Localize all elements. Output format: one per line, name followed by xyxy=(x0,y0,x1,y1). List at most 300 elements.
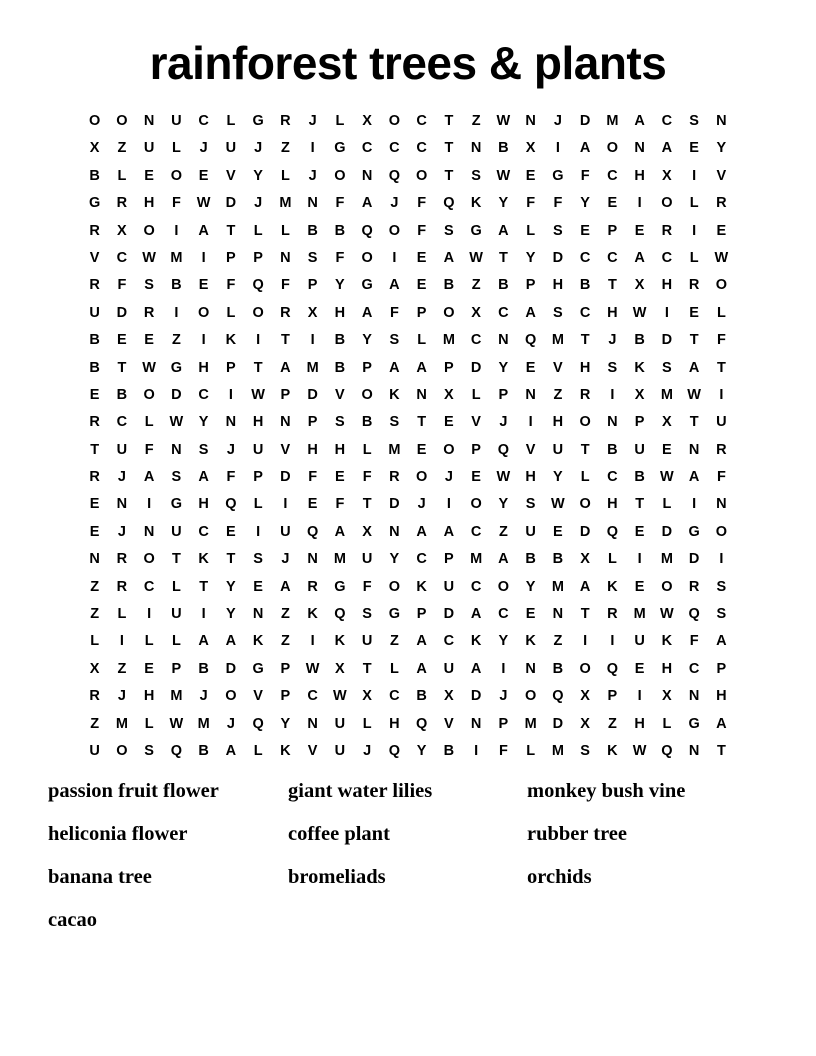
letter-cell[interactable]: A xyxy=(225,742,237,759)
letter-cell[interactable]: J xyxy=(254,140,263,157)
letter-cell[interactable]: B xyxy=(116,386,128,403)
letter-cell[interactable]: P xyxy=(498,386,509,403)
letter-cell[interactable]: H xyxy=(552,414,564,431)
letter-cell[interactable]: O xyxy=(334,167,346,184)
letter-cell[interactable]: B xyxy=(198,742,209,759)
letter-cell[interactable]: E xyxy=(634,660,645,677)
letter-cell[interactable]: L xyxy=(253,222,263,239)
letter-cell[interactable]: G xyxy=(88,195,101,212)
letter-cell[interactable]: H xyxy=(607,496,618,513)
letter-cell[interactable]: U xyxy=(716,414,727,431)
word-list-item[interactable]: cacao xyxy=(48,909,97,931)
letter-cell[interactable]: U xyxy=(171,113,182,129)
letter-cell[interactable]: Y xyxy=(280,715,291,732)
letter-cell[interactable]: Y xyxy=(226,606,236,623)
letter-cell[interactable]: O xyxy=(388,222,401,239)
word-list-item[interactable]: passion fruit flower xyxy=(48,780,219,802)
letter-cell[interactable]: N xyxy=(716,113,727,129)
word-list-item[interactable]: rubber tree xyxy=(527,823,628,845)
letter-cell[interactable]: F xyxy=(335,195,345,212)
letter-cell[interactable]: G xyxy=(388,606,401,623)
letter-cell[interactable]: F xyxy=(335,496,345,513)
letter-cell[interactable]: X xyxy=(662,688,672,705)
letter-cell[interactable]: A xyxy=(361,195,373,212)
letter-cell[interactable]: U xyxy=(89,304,100,321)
letter-cell[interactable]: E xyxy=(416,277,427,294)
letter-cell[interactable]: E xyxy=(444,414,454,431)
letter-cell[interactable]: U xyxy=(361,551,373,568)
letter-cell[interactable]: L xyxy=(362,715,372,732)
letter-cell[interactable]: A xyxy=(198,633,209,650)
letter-cell[interactable]: U xyxy=(634,441,645,458)
letter-cell[interactable]: L xyxy=(689,195,699,212)
word-list-item[interactable]: bromeliads xyxy=(288,866,386,888)
letter-cell[interactable]: S xyxy=(525,496,536,513)
letter-cell[interactable]: E xyxy=(89,523,100,540)
letter-cell[interactable]: B xyxy=(334,222,346,239)
letter-cell[interactable]: I xyxy=(637,551,642,568)
letter-cell[interactable]: X xyxy=(580,551,590,568)
letter-cell[interactable]: B xyxy=(634,469,645,486)
letter-cell[interactable]: E xyxy=(525,606,536,623)
letter-cell[interactable]: H xyxy=(661,277,673,294)
letter-cell[interactable]: W xyxy=(714,249,729,266)
letter-cell[interactable]: W xyxy=(660,469,674,486)
letter-cell[interactable]: M xyxy=(388,441,401,458)
letter-cell[interactable]: U xyxy=(252,441,264,458)
letter-cell[interactable]: T xyxy=(580,606,590,623)
letter-cell[interactable]: C xyxy=(361,140,373,157)
letter-cell[interactable]: Y xyxy=(553,469,563,486)
letter-cell[interactable]: W xyxy=(469,249,483,266)
letter-cell[interactable]: E xyxy=(689,304,699,321)
letter-cell[interactable]: B xyxy=(552,551,564,568)
letter-cell[interactable]: B xyxy=(443,277,455,294)
letter-cell[interactable]: N xyxy=(525,386,536,403)
letter-cell[interactable]: Q xyxy=(688,606,700,623)
letter-cell[interactable]: Y xyxy=(498,633,509,650)
letter-cell[interactable]: O xyxy=(606,140,619,157)
letter-cell[interactable]: O xyxy=(388,578,401,595)
letter-cell[interactable]: G xyxy=(552,167,564,184)
letter-cell[interactable]: R xyxy=(280,113,291,129)
letter-cell[interactable]: E xyxy=(144,660,154,677)
letter-cell[interactable]: O xyxy=(116,742,128,759)
letter-cell[interactable]: N xyxy=(280,249,291,266)
letter-cell[interactable]: N xyxy=(688,688,700,705)
letter-cell[interactable]: I xyxy=(310,332,315,349)
letter-cell[interactable]: L xyxy=(226,304,236,321)
letter-cell[interactable]: W xyxy=(305,660,320,677)
letter-cell[interactable]: J xyxy=(499,414,508,431)
letter-cell[interactable]: I xyxy=(147,606,152,623)
letter-cell[interactable]: N xyxy=(225,414,237,431)
letter-cell[interactable]: R xyxy=(89,414,100,431)
letter-cell[interactable]: J xyxy=(226,441,235,458)
letter-cell[interactable]: R xyxy=(89,222,100,239)
letter-cell[interactable]: X xyxy=(580,715,590,732)
letter-cell[interactable]: D xyxy=(443,606,455,623)
letter-cell[interactable]: M xyxy=(170,249,183,266)
letter-cell[interactable]: G xyxy=(170,359,183,376)
letter-cell[interactable]: V xyxy=(280,441,291,458)
letter-cell[interactable]: L xyxy=(389,660,399,677)
letter-cell[interactable]: D xyxy=(470,688,482,705)
letter-cell[interactable]: S xyxy=(171,469,182,486)
letter-cell[interactable]: H xyxy=(389,715,400,732)
letter-cell[interactable]: W xyxy=(496,469,511,486)
letter-cell[interactable]: M xyxy=(660,551,673,568)
letter-cell[interactable]: P xyxy=(362,359,372,376)
letter-cell[interactable]: W xyxy=(142,249,156,266)
letter-cell[interactable]: N xyxy=(116,496,128,513)
letter-cell[interactable]: A xyxy=(389,359,400,376)
letter-cell[interactable]: W xyxy=(196,195,211,212)
letter-cell[interactable]: R xyxy=(116,578,128,595)
letter-cell[interactable]: H xyxy=(198,496,209,513)
letter-cell[interactable]: J xyxy=(308,167,317,184)
letter-cell[interactable]: Y xyxy=(525,578,536,595)
letter-cell[interactable]: X xyxy=(471,304,481,321)
letter-cell[interactable]: J xyxy=(390,195,399,212)
letter-cell[interactable]: T xyxy=(171,551,181,568)
letter-cell[interactable]: Z xyxy=(117,140,127,157)
letter-cell[interactable]: X xyxy=(335,660,345,677)
letter-cell[interactable]: S xyxy=(198,441,209,458)
letter-cell[interactable]: A xyxy=(634,113,645,129)
letter-cell[interactable]: A xyxy=(716,715,727,732)
letter-cell[interactable]: G xyxy=(361,277,373,294)
letter-cell[interactable]: I xyxy=(119,633,124,650)
letter-cell[interactable]: J xyxy=(308,113,317,129)
letter-cell[interactable]: O xyxy=(415,469,428,486)
letter-cell[interactable]: V xyxy=(253,688,263,705)
letter-cell[interactable]: X xyxy=(662,414,672,431)
letter-cell[interactable]: N xyxy=(688,441,700,458)
letter-cell[interactable]: Q xyxy=(606,660,619,677)
letter-cell[interactable]: O xyxy=(361,386,373,403)
letter-cell[interactable]: K xyxy=(661,633,673,650)
letter-cell[interactable]: V xyxy=(471,414,481,431)
letter-cell[interactable]: C xyxy=(307,688,318,705)
letter-cell[interactable]: J xyxy=(417,496,426,513)
letter-cell[interactable]: E xyxy=(716,222,727,239)
letter-cell[interactable]: Q xyxy=(415,715,428,732)
letter-cell[interactable]: T xyxy=(199,578,209,595)
letter-cell[interactable]: S xyxy=(307,249,318,266)
letter-cell[interactable]: R xyxy=(688,578,700,595)
letter-cell[interactable]: W xyxy=(169,414,184,431)
letter-cell[interactable]: T xyxy=(635,496,645,513)
letter-cell[interactable]: X xyxy=(634,386,645,403)
letter-cell[interactable]: E xyxy=(89,496,100,513)
letter-cell[interactable]: N xyxy=(634,140,645,157)
letter-cell[interactable]: A xyxy=(280,359,291,376)
letter-cell[interactable]: R xyxy=(716,441,727,458)
letter-cell[interactable]: A xyxy=(579,578,591,595)
letter-cell[interactable]: T xyxy=(444,140,454,157)
letter-cell[interactable]: O xyxy=(143,551,155,568)
letter-cell[interactable]: F xyxy=(553,195,563,212)
word-list-item[interactable]: banana tree xyxy=(48,866,152,888)
letter-cell[interactable]: E xyxy=(144,332,154,349)
letter-cell[interactable]: E xyxy=(416,249,427,266)
letter-cell[interactable]: O xyxy=(415,167,428,184)
letter-cell[interactable]: E xyxy=(580,222,590,239)
letter-cell[interactable]: X xyxy=(89,140,100,157)
letter-cell[interactable]: H xyxy=(634,167,645,184)
letter-cell[interactable]: T xyxy=(689,414,699,431)
letter-cell[interactable]: K xyxy=(470,195,482,212)
letter-cell[interactable]: L xyxy=(716,304,726,321)
letter-cell[interactable]: E xyxy=(662,441,672,458)
letter-cell[interactable]: Y xyxy=(716,140,727,157)
letter-cell[interactable]: D xyxy=(552,715,564,732)
letter-cell[interactable]: K xyxy=(307,606,318,623)
letter-cell[interactable]: N xyxy=(307,551,318,568)
letter-cell[interactable]: Q xyxy=(497,441,510,458)
letter-cell[interactable]: W xyxy=(496,113,511,129)
letter-cell[interactable]: B xyxy=(416,688,427,705)
letter-cell[interactable]: R xyxy=(89,277,100,294)
letter-cell[interactable]: I xyxy=(528,414,533,431)
letter-cell[interactable]: Y xyxy=(335,277,345,294)
letter-cell[interactable]: N xyxy=(307,195,318,212)
letter-cell[interactable]: Z xyxy=(553,633,563,650)
letter-cell[interactable]: C xyxy=(198,386,209,403)
letter-cell[interactable]: N xyxy=(470,715,482,732)
letter-cell[interactable]: I xyxy=(501,660,506,677)
letter-cell[interactable]: R xyxy=(579,386,591,403)
letter-cell[interactable]: V xyxy=(226,167,236,184)
letter-cell[interactable]: L xyxy=(280,167,290,184)
letter-cell[interactable]: B xyxy=(171,277,182,294)
letter-cell[interactable]: N xyxy=(470,140,482,157)
letter-cell[interactable]: X xyxy=(580,688,590,705)
letter-cell[interactable]: F xyxy=(335,249,345,266)
letter-cell[interactable]: S xyxy=(580,742,590,759)
letter-cell[interactable]: S xyxy=(144,277,154,294)
letter-cell[interactable]: X xyxy=(362,688,372,705)
letter-cell[interactable]: U xyxy=(361,633,373,650)
letter-cell[interactable]: Q xyxy=(388,742,401,759)
letter-cell[interactable]: E xyxy=(307,496,318,513)
letter-cell[interactable]: N xyxy=(171,441,182,458)
letter-cell[interactable]: K xyxy=(280,742,291,759)
letter-cell[interactable]: Y xyxy=(198,414,209,431)
letter-cell[interactable]: M xyxy=(279,195,292,212)
letter-cell[interactable]: R xyxy=(716,195,727,212)
letter-cell[interactable]: T xyxy=(607,277,617,294)
letter-cell[interactable]: I xyxy=(583,633,588,650)
letter-cell[interactable]: M xyxy=(551,332,564,349)
letter-cell[interactable]: H xyxy=(143,688,155,705)
letter-cell[interactable]: U xyxy=(171,523,182,540)
letter-cell[interactable]: S xyxy=(444,222,454,239)
letter-cell[interactable]: T xyxy=(716,359,726,376)
letter-cell[interactable]: P xyxy=(444,551,454,568)
letter-cell[interactable]: J xyxy=(254,195,263,212)
letter-cell[interactable]: C xyxy=(143,578,155,595)
letter-cell[interactable]: F xyxy=(716,469,726,486)
letter-cell[interactable]: Q xyxy=(225,496,237,513)
letter-cell[interactable]: F xyxy=(580,167,590,184)
letter-cell[interactable]: N xyxy=(89,551,100,568)
letter-cell[interactable]: L xyxy=(171,633,181,650)
letter-cell[interactable]: R xyxy=(116,551,128,568)
letter-cell[interactable]: M xyxy=(170,688,183,705)
word-list-item[interactable]: orchids xyxy=(527,866,592,888)
letter-cell[interactable]: S xyxy=(144,742,154,759)
letter-cell[interactable]: T xyxy=(498,249,508,266)
letter-cell[interactable]: P xyxy=(498,715,509,732)
letter-cell[interactable]: L xyxy=(171,578,181,595)
letter-cell[interactable]: G xyxy=(252,660,264,677)
letter-cell[interactable]: N xyxy=(389,523,400,540)
letter-cell[interactable]: M xyxy=(333,551,346,568)
letter-cell[interactable]: N xyxy=(361,167,373,184)
letter-cell[interactable]: C xyxy=(443,633,455,650)
letter-cell[interactable]: A xyxy=(525,304,536,321)
letter-cell[interactable]: Q xyxy=(524,332,537,349)
letter-cell[interactable]: S xyxy=(553,222,563,239)
letter-cell[interactable]: B xyxy=(607,441,618,458)
letter-cell[interactable]: F xyxy=(389,304,399,321)
letter-cell[interactable]: O xyxy=(579,414,591,431)
letter-cell[interactable]: G xyxy=(334,578,346,595)
letter-cell[interactable]: I xyxy=(692,222,697,239)
letter-cell[interactable]: K xyxy=(334,633,346,650)
letter-cell[interactable]: P xyxy=(280,386,291,403)
letter-cell[interactable]: U xyxy=(443,660,455,677)
letter-cell[interactable]: B xyxy=(443,742,455,759)
letter-cell[interactable]: O xyxy=(524,688,537,705)
letter-cell[interactable]: B xyxy=(307,222,318,239)
letter-cell[interactable]: A xyxy=(389,277,400,294)
letter-cell[interactable]: Z xyxy=(280,606,290,623)
letter-cell[interactable]: A xyxy=(661,140,673,157)
letter-cell[interactable]: P xyxy=(253,249,263,266)
letter-cell[interactable]: H xyxy=(552,277,564,294)
letter-cell[interactable]: P xyxy=(607,688,618,705)
letter-cell[interactable]: S xyxy=(362,606,372,623)
letter-cell[interactable]: E xyxy=(634,523,645,540)
letter-cell[interactable]: E xyxy=(117,332,127,349)
letter-cell[interactable]: G xyxy=(688,523,700,540)
letter-cell[interactable]: L xyxy=(144,715,154,732)
letter-cell[interactable]: T xyxy=(362,660,372,677)
letter-cell[interactable]: U xyxy=(89,742,100,759)
letter-cell[interactable]: F xyxy=(308,469,318,486)
letter-cell[interactable]: I xyxy=(201,249,206,266)
letter-cell[interactable]: H xyxy=(334,304,346,321)
letter-cell[interactable]: P xyxy=(253,469,263,486)
letter-cell[interactable]: A xyxy=(443,523,455,540)
letter-cell[interactable]: B xyxy=(334,359,346,376)
letter-cell[interactable]: C xyxy=(688,660,700,677)
letter-cell[interactable]: S xyxy=(253,551,263,568)
letter-cell[interactable]: S xyxy=(471,167,481,184)
letter-cell[interactable]: M xyxy=(551,742,564,759)
letter-cell[interactable]: B xyxy=(89,359,100,376)
letter-cell[interactable]: I xyxy=(256,523,261,540)
letter-cell[interactable]: T xyxy=(580,332,590,349)
letter-cell[interactable]: S xyxy=(716,606,727,623)
letter-cell[interactable]: G xyxy=(170,496,183,513)
letter-cell[interactable]: S xyxy=(389,332,400,349)
letter-cell[interactable]: F xyxy=(171,195,181,212)
letter-cell[interactable]: H xyxy=(334,441,346,458)
word-list-item[interactable]: giant water lilies xyxy=(288,780,433,802)
letter-cell[interactable]: V xyxy=(307,742,318,759)
letter-cell[interactable]: F xyxy=(280,277,290,294)
letter-cell[interactable]: I xyxy=(610,386,615,403)
letter-cell[interactable]: C xyxy=(389,688,400,705)
letter-cell[interactable]: R xyxy=(688,277,700,294)
letter-cell[interactable]: D xyxy=(552,249,564,266)
letter-cell[interactable]: H xyxy=(198,359,209,376)
letter-cell[interactable]: L xyxy=(144,414,154,431)
letter-cell[interactable]: I xyxy=(555,140,560,157)
letter-cell[interactable]: N xyxy=(498,332,509,349)
letter-cell[interactable]: C xyxy=(198,523,209,540)
letter-cell[interactable]: D xyxy=(171,386,182,403)
letter-cell[interactable]: B xyxy=(89,167,100,184)
letter-cell[interactable]: S xyxy=(716,578,727,595)
letter-cell[interactable]: D xyxy=(389,496,400,513)
letter-cell[interactable]: O xyxy=(661,195,673,212)
letter-cell[interactable]: G xyxy=(688,715,700,732)
letter-cell[interactable]: J xyxy=(199,688,208,705)
letter-cell[interactable]: I xyxy=(664,304,669,321)
letter-cell[interactable]: N xyxy=(143,523,155,540)
letter-cell[interactable]: Z xyxy=(90,606,100,623)
letter-cell[interactable]: L xyxy=(662,496,672,513)
letter-cell[interactable]: T xyxy=(362,496,372,513)
letter-cell[interactable]: E xyxy=(416,441,427,458)
letter-cell[interactable]: V xyxy=(553,359,563,376)
letter-cell[interactable]: Q xyxy=(361,222,373,239)
letter-cell[interactable]: M xyxy=(524,715,537,732)
letter-cell[interactable]: P xyxy=(226,359,236,376)
letter-cell[interactable]: N xyxy=(143,113,155,129)
letter-cell[interactable]: Y xyxy=(580,195,590,212)
letter-cell[interactable]: X xyxy=(662,167,672,184)
letter-cell[interactable]: L xyxy=(335,113,345,129)
letter-cell[interactable]: I xyxy=(174,304,179,321)
letter-cell[interactable]: D xyxy=(661,523,673,540)
letter-cell[interactable]: X xyxy=(117,222,127,239)
letter-cell[interactable]: R xyxy=(89,469,100,486)
letter-cell[interactable]: I xyxy=(201,332,206,349)
letter-cell[interactable]: G xyxy=(470,222,482,239)
letter-cell[interactable]: C xyxy=(198,113,209,129)
letter-cell[interactable]: I xyxy=(692,496,697,513)
letter-cell[interactable]: R xyxy=(607,606,618,623)
letter-cell[interactable]: E xyxy=(89,386,100,403)
letter-cell[interactable]: L xyxy=(253,742,263,759)
letter-cell[interactable]: F xyxy=(689,633,699,650)
letter-cell[interactable]: I xyxy=(310,140,315,157)
letter-cell[interactable]: L xyxy=(662,715,672,732)
letter-cell[interactable]: S xyxy=(607,359,618,376)
letter-cell[interactable]: O xyxy=(579,660,591,677)
letter-cell[interactable]: M xyxy=(660,386,673,403)
letter-cell[interactable]: E xyxy=(607,195,618,212)
letter-cell[interactable]: F xyxy=(362,469,372,486)
letter-cell[interactable]: H xyxy=(252,414,264,431)
letter-cell[interactable]: A xyxy=(470,606,482,623)
